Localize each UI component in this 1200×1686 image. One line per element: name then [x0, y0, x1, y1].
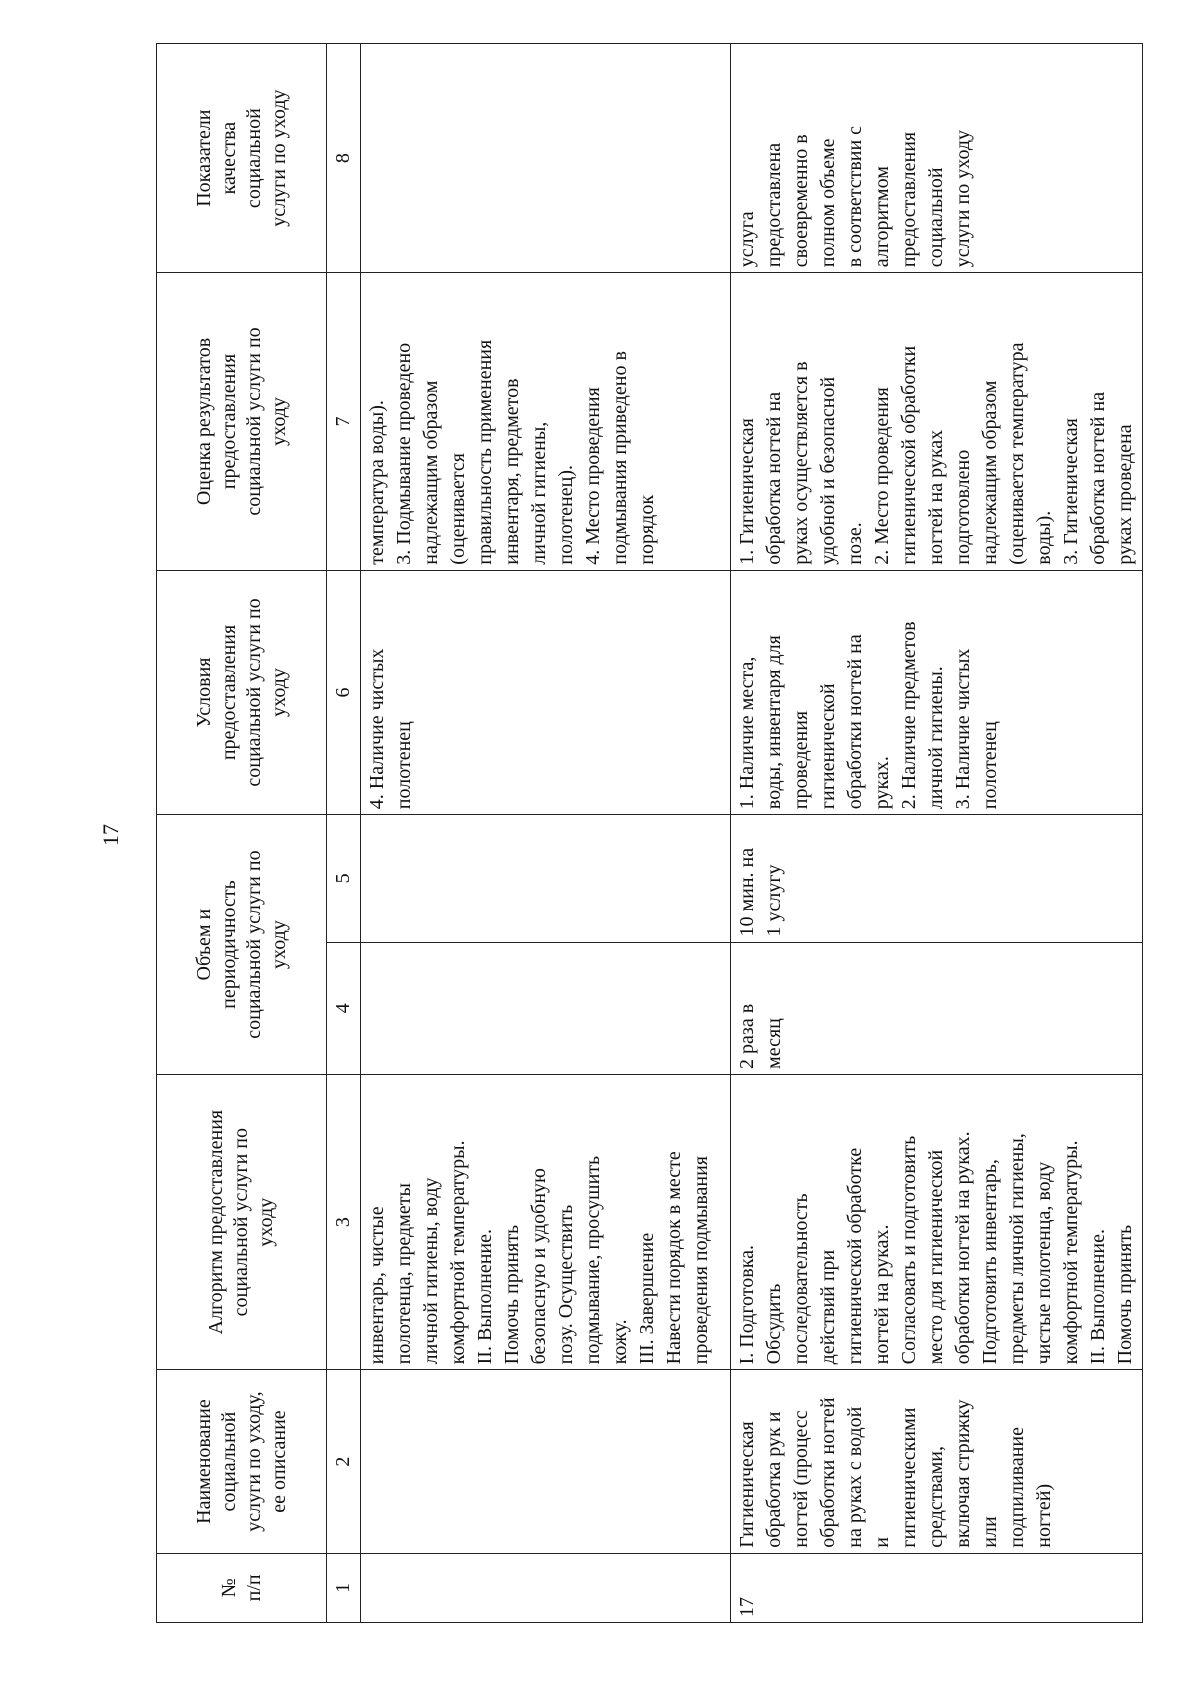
column-number: 5 — [327, 815, 361, 942]
cell-service-name — [361, 1370, 731, 1553]
cell-number — [361, 1553, 731, 1622]
header-algorithm: Алгоритм предоставления социальной услуги по уходу — [157, 1074, 327, 1369]
column-number: 8 — [327, 44, 361, 273]
header-evaluation: Оценка результатов предоставления социальной услуги по уходу — [157, 273, 327, 570]
column-number: 3 — [327, 1074, 361, 1369]
table-row — [361, 44, 731, 1623]
column-number-row — [327, 44, 361, 1623]
services-table — [156, 43, 1143, 1623]
header-conditions: Условия предоставления социальной услуги по уходу — [157, 570, 327, 814]
cell-evaluation: 1. Гигиеническая обработка ногтей на руках осуществляется в удобной и безопасной позе. 2. Место проведения гигиенической обработки ногтей на руках подготовлено надлежащим образом (оценивается температура воды). 3. Гигиеническая обработка ногтей на руках проведена — [731, 273, 1143, 570]
header-row — [157, 44, 327, 1623]
cell-conditions: 4. Наличие чистых полотенец — [361, 570, 731, 814]
header-quality-indicators: Показатели качества социальной услуги по уходу — [157, 44, 327, 273]
cell-quality — [361, 44, 731, 273]
cell-volume — [361, 942, 731, 1074]
column-number: 1 — [327, 1553, 361, 1622]
column-number: 2 — [327, 1370, 361, 1553]
cell-quality: услуга предоставлена своевременно в полном объеме в соответствии с алгоритмом предоставления социальной услуги по уходу — [731, 44, 1143, 273]
header-volume-periodicity: Объем и периодичность социальной услуги по уходу — [157, 815, 327, 1075]
cell-volume: 2 раза в месяц — [731, 942, 1143, 1074]
cell-periodicity: 10 мин. на 1 услугу — [731, 815, 1143, 942]
cell-number: 17 — [731, 1553, 1143, 1622]
header-number: № п/п — [157, 1553, 327, 1622]
column-number: 7 — [327, 273, 361, 570]
column-number: 4 — [327, 942, 361, 1074]
cell-service-name: Гигиеническая обработка рук и ногтей (процесс обработки ногтей на руках с водой и гигиеническими средствами, включая стрижку или подпиливание ногтей) — [731, 1370, 1143, 1553]
column-number: 6 — [327, 570, 361, 814]
page-number: 17 — [98, 824, 123, 846]
table-row — [731, 44, 1143, 1623]
cell-algorithm: I. Подготовка. Обсудить последовательность действий при гигиенической обработке ногтей на руках. Согласовать и подготовить место для гигиенической обработки ногтей на руках. Подготовить инвентарь, предметы личной гигиены, чистые полотенца, воду комфортной температуры. II. Выполнение. Помочь принять — [731, 1074, 1143, 1369]
rotated-table-container — [156, 43, 1136, 1623]
cell-conditions: 1. Наличие места, воды, инвентаря для проведения гигиенической обработки ногтей на руках. 2. Наличие предметов личной гигиены. 3. Наличие чистых полотенец — [731, 570, 1143, 814]
cell-algorithm: инвентарь, чистые полотенца, предметы личной гигиены, воду комфортной температуры. II. Выполнение. Помочь принять безопасную и удобную позу. Осуществить подмывание, просушить кожу. III. Завершение Навести порядок в месте проведения подмывания — [361, 1074, 731, 1369]
cell-periodicity — [361, 815, 731, 942]
header-service-name: Наименование социальной услуги по уходу, ее описание — [157, 1370, 327, 1553]
cell-evaluation: температура воды). 3. Подмывание проведено надлежащим образом (оценивается правильность применения инвентаря, предметов личной гигиены, полотенец). 4. Место проведения подмывания приведено в порядок — [361, 273, 731, 570]
